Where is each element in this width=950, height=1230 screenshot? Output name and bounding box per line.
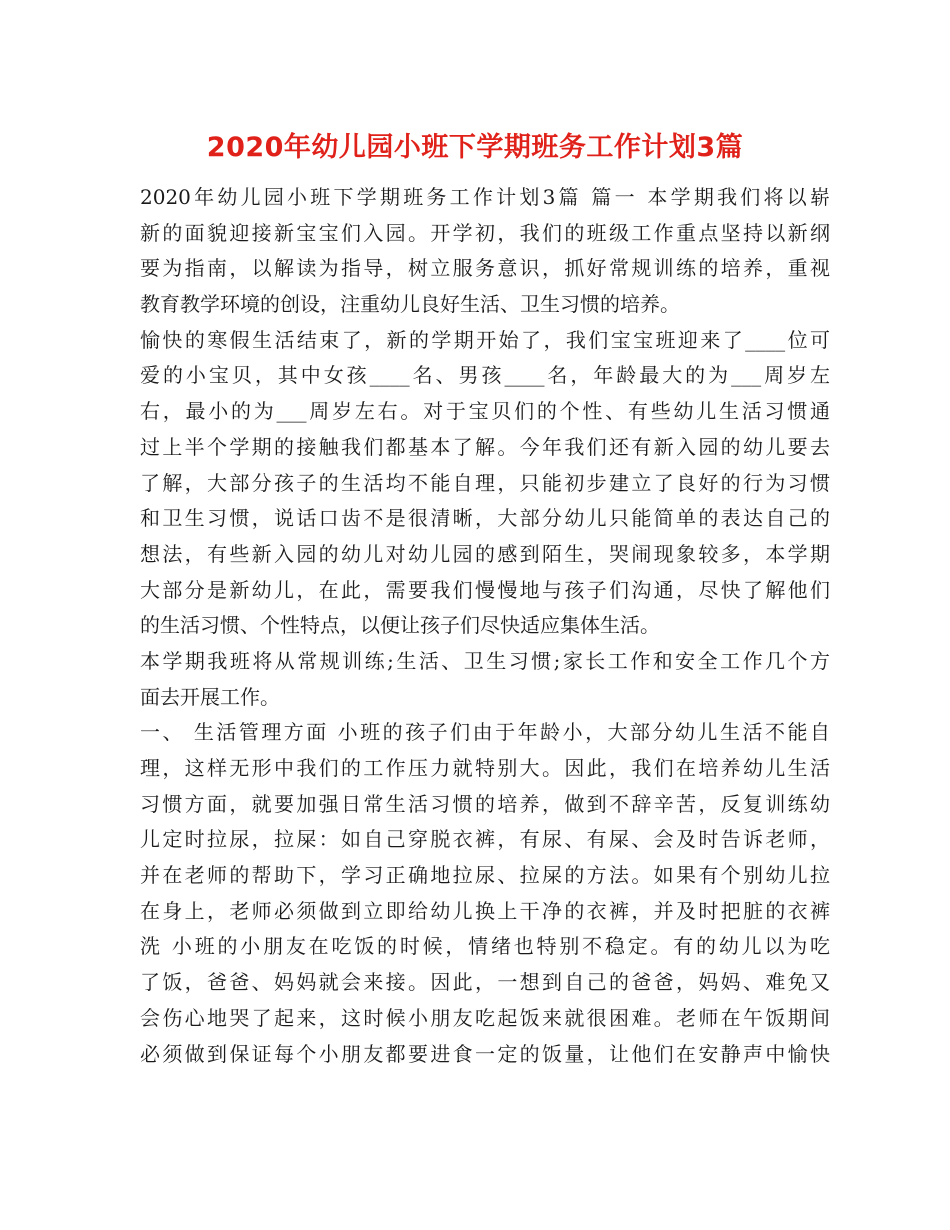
text-line: 了饭，爸爸、妈妈就会来接。因此，一想到自己的爸爸，妈妈、难免又 — [140, 970, 830, 995]
text-line: 理，这样无形中我们的工作压力就特别大。因此，我们在培养幼儿生活 — [140, 756, 830, 780]
text-line: 和卫生习惯，说话口齿不是很清晰，大部分幼儿只能简单的表达自己的 — [140, 506, 830, 531]
text-line: 面去开展工作。 — [140, 684, 280, 709]
text-line: 爱的小宝贝，其中女孩____名、男孩____名，年龄最大的为___周岁左 — [140, 363, 830, 388]
document-title: 2020年幼儿园小班下学期班务工作计划3篇 — [206, 132, 744, 163]
text-line: 要为指南，以解读为指导，树立服务意识，抓好常规训练的培养，重视 — [140, 256, 830, 281]
text-line: 必须做到保证每个小朋友都要进食一定的饭量，让他们在安静声中愉快 — [140, 1041, 830, 1066]
text-line: 教育教学环境的创设，注重幼儿良好生活、卫生习惯的培养。 — [140, 292, 680, 317]
text-line: 愉快的寒假生活结束了，新的学期开始了，我们宝宝班迎来了____位可 — [140, 327, 830, 352]
text-line: 并在老师的帮助下，学习正确地拉尿、拉屎的方法。如果有个别幼儿拉 — [140, 863, 830, 888]
text-line: 大部分是新幼儿，在此，需要我们慢慢地与孩子们沟通，尽快了解他们 — [140, 577, 830, 602]
text-line: 的生活习惯、个性特点，以便让孩子们尽快适应集体生活。 — [140, 613, 660, 638]
text-line: 在身上，老师必须做到立即给幼儿换上干净的衣裤，并及时把脏的衣裤 — [140, 898, 830, 923]
text-line: 了解，大部分孩子的生活均不能自理，只能初步建立了良好的行为习惯 — [140, 470, 830, 495]
text-line: 过上半个学期的接触我们都基本了解。今年我们还有新入园的幼儿要去 — [140, 434, 830, 459]
text-line: 洗 小班的小朋友在吃饭的时候，情绪也特别不稳定。有的幼儿以为吃 — [140, 934, 830, 959]
text-line: 右，最小的为___周岁左右。对于宝贝们的个性、有些幼儿生活习惯通 — [140, 399, 830, 424]
text-line: 新的面貌迎接新宝宝们入园。开学初，我们的班级工作重点坚持以新纲 — [140, 220, 830, 245]
text-line: 2020年幼儿园小班下学期班务工作计划3篇 篇一 本学期我们将以崭 — [140, 185, 830, 209]
text-line: 想法，有些新入园的幼儿对幼儿园的感到陌生，哭闹现象较多，本学期 — [140, 541, 830, 566]
document-body — [140, 180, 830, 1072]
text-line: 会伤心地哭了起来，这时候小朋友吃起饭来就很困难。老师在午饭期间 — [140, 1005, 830, 1030]
text-line: 儿定时拉尿，拉屎：如自己穿脱衣裤，有尿、有屎、会及时告诉老师， — [140, 827, 830, 852]
text-line: 本学期我班将从常规训练;生活、卫生习惯;家长工作和安全工作几个方 — [140, 648, 830, 673]
text-line: 习惯方面，就要加强日常生活习惯的培养，做到不辞辛苦，反复训练幼 — [140, 791, 830, 816]
text-line: 一、 生活管理方面 小班的孩子们由于年龄小，大部分幼儿生活不能自 — [140, 720, 830, 745]
